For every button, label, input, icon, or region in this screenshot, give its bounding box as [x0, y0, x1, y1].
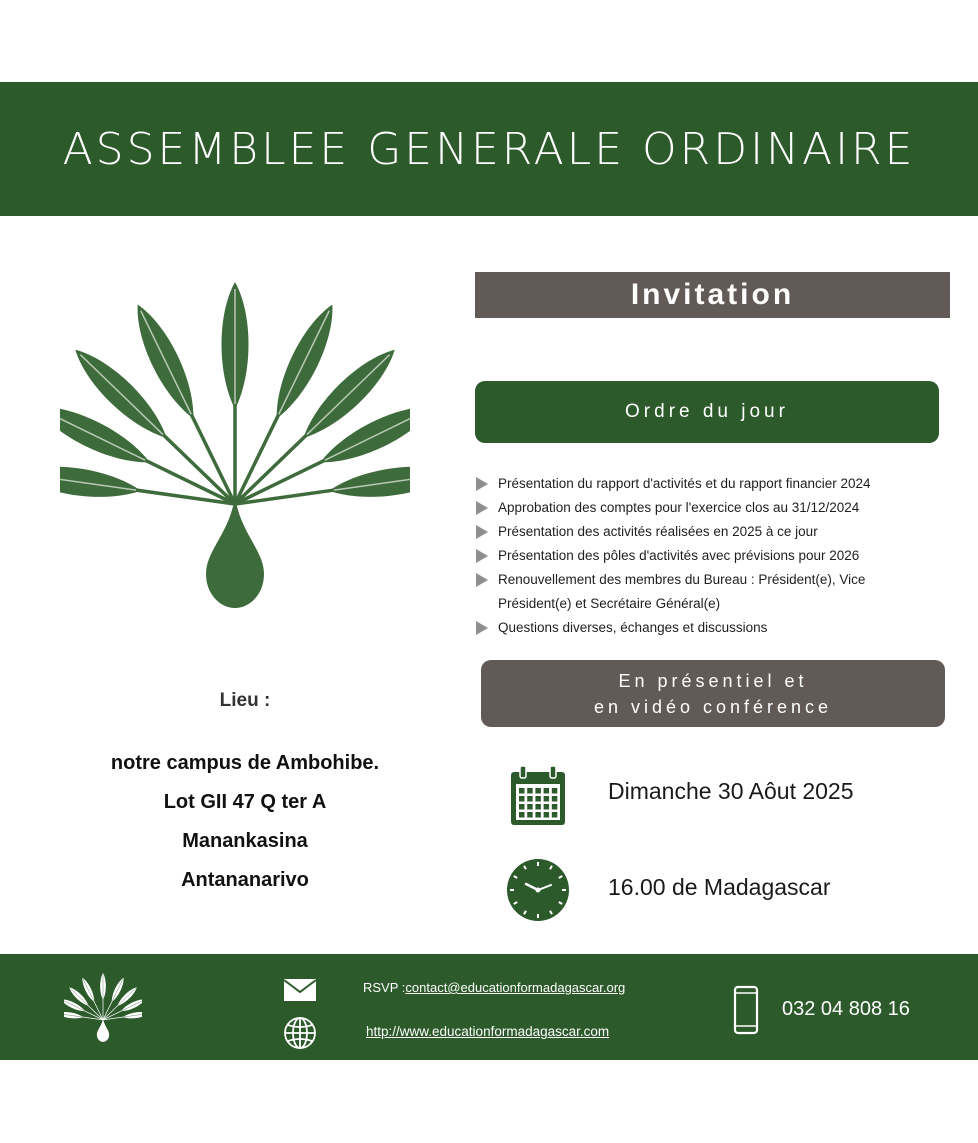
agenda-header: [475, 381, 939, 443]
bullet-arrow-icon: [476, 573, 488, 587]
agenda-item: Approbation des comptes pour l'exercice clos au 31/12/2024: [474, 496, 944, 520]
agenda-item: Présentation du rapport d'activités et du rapport financier 2024: [474, 472, 944, 496]
calendar-icon: [508, 764, 568, 828]
agenda-list: [474, 472, 944, 640]
footer: [0, 954, 978, 1060]
address-line: Lot GII 47 Q ter A: [163, 791, 327, 813]
bullet-arrow-icon: [476, 621, 488, 635]
bullet-arrow-icon: [476, 549, 488, 563]
mode-line-2: en vidéo conférence: [593, 696, 833, 717]
invitation-title: Invitation: [630, 278, 795, 311]
agenda-item: Renouvellement des membres du Bureau : Président(e), Vice: [474, 568, 944, 592]
address-line: notre campus de Ambohibe.: [110, 752, 380, 774]
bullet-arrow-icon: [476, 525, 488, 539]
footer-palm-logo: [64, 970, 142, 1044]
invitation-banner: [475, 272, 950, 318]
bullet-arrow-icon: [476, 477, 488, 491]
location-address: [60, 744, 430, 900]
location-label: Lieu :: [219, 690, 271, 711]
agenda-item: Présentation des pôles d'activités avec prévisions pour 2026: [474, 544, 944, 568]
phone-icon: [733, 985, 759, 1035]
event-time: 16.00 de Madagascar: [608, 874, 831, 900]
globe-icon: [283, 1016, 317, 1050]
phone-number: 032 04 808 16: [782, 998, 910, 1020]
header-banner: [0, 82, 978, 216]
rsvp-line: [363, 980, 625, 995]
palm-logo: [60, 268, 410, 618]
mail-icon: [283, 978, 317, 1002]
address-line: Antananarivo: [181, 869, 309, 891]
agenda-item: Présentation des activités réalisées en 2025 à ce jour: [474, 520, 944, 544]
attendance-mode-banner: [481, 660, 945, 727]
rsvp-prefix: RSVP :: [363, 980, 406, 995]
bullet-arrow-icon: [476, 501, 488, 515]
agenda-item: Questions diverses, échanges et discussions: [474, 616, 944, 640]
website-link[interactable]: http://www.educationformadagascar.com: [366, 1024, 610, 1039]
rsvp-email-link[interactable]: contact@educationformadagascar.org: [405, 980, 626, 995]
event-date: Dimanche 30 Aôut 2025: [608, 778, 854, 804]
address-line: Manankasina: [182, 830, 308, 852]
agenda-title: Ordre du jour: [625, 401, 789, 422]
agenda-item-continuation: Président(e) et Secrétaire Général(e): [498, 596, 721, 611]
clock-icon: [506, 858, 570, 922]
mode-line-1: En présentiel et: [618, 670, 808, 691]
page-title: ASSEMBLEE GENERALE ORDINAIRE: [62, 123, 916, 175]
